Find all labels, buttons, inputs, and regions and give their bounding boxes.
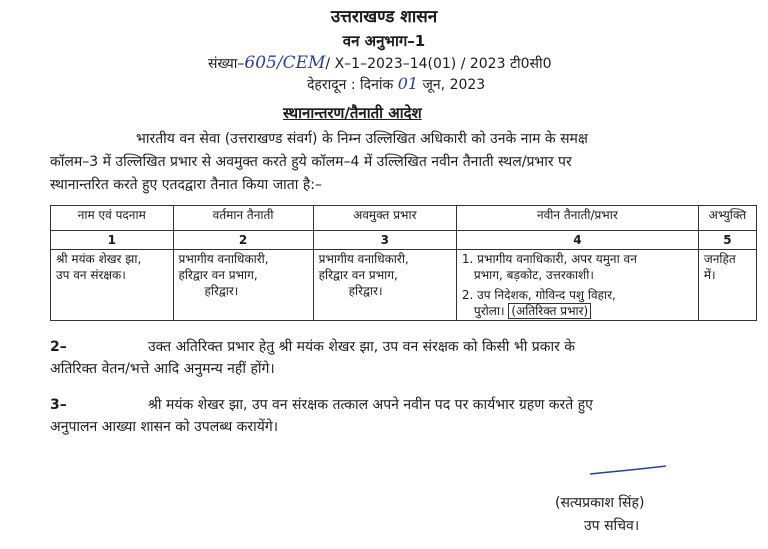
reference-number <box>208 53 552 73</box>
order-date <box>307 74 485 94</box>
signature-stroke <box>588 464 668 476</box>
government-title: उत्तराखण्ड शासन <box>330 7 438 27</box>
para2-number: 2– <box>50 339 67 355</box>
cell-name <box>51 250 174 321</box>
signatory-name: (सत्यप्रकाश सिंह) <box>555 495 645 511</box>
cell-line: श्री मयंक शेखर झा, <box>56 252 142 266</box>
table-row <box>51 250 757 321</box>
cell-line: प्रभागीय वनाधिकारी, <box>178 252 269 266</box>
cell-line: हरिद्वार वन प्रभाग, <box>178 268 258 282</box>
intro-line-1: भारतीय वन सेवा (उत्तराखण्ड संवर्ग) के निम्न उल्लिखित अधिकारी को उनके नाम के समक्ष <box>136 131 588 147</box>
section-title: वन अनुभाग–1 <box>342 32 426 50</box>
para2-line-1: उक्त अतिरिक्त प्रभार हेतु श्री मयंक शेखर झा, उप वन संरक्षक को किसी भी प्रकार के <box>148 339 576 355</box>
date-handwritten: 01 <box>397 74 419 93</box>
cell-line: हरिद्वार वन प्रभाग, <box>318 268 398 282</box>
table-number-row <box>51 231 757 250</box>
cell-line: प्रभाग, बड़कोट, उत्तरकाशी। <box>473 268 594 282</box>
col-number: 4 <box>456 231 698 250</box>
ref-label: संख्या– <box>208 56 245 72</box>
para2-line-2: अतिरिक्त वेतन/भत्ते आदि अनुमन्य नहीं होंगे। <box>50 361 275 377</box>
col-number: 5 <box>698 231 756 250</box>
cell-new <box>456 250 698 321</box>
col-number: 3 <box>313 231 456 250</box>
transfer-table <box>50 205 757 321</box>
col-number: 1 <box>51 231 174 250</box>
intro-line-3: स्थानान्तरित करते हुए एतदद्वारा तैनात किया जाता है:– <box>50 177 322 193</box>
col-number: 2 <box>173 231 313 250</box>
cell-line: जनहित <box>703 252 736 266</box>
para3-line-1: श्री मयंक शेखर झा, उप वन संरक्षक तत्काल अपने नवीन पद पर कार्यभार ग्रहण करते हुए <box>148 397 593 413</box>
header-current: वर्तमान तैनाती <box>173 206 313 231</box>
header-name: नाम एवं पदनाम <box>51 206 174 231</box>
new2-place: पुरोला। <box>473 304 505 318</box>
cell-line: प्रभागीय वनाधिकारी, <box>318 252 409 266</box>
table-header-row <box>51 206 757 231</box>
cell-remarks <box>698 250 756 321</box>
para3-line-2: अनुपालन आख्या शासन को उपलब्ध करायेंगे। <box>50 419 279 435</box>
cell-line: में। <box>703 268 716 282</box>
order-heading: स्थानान्तरण/तैनाती आदेश <box>283 104 422 122</box>
cell-line <box>462 303 693 319</box>
header-relieved: अवमुक्त प्रभार <box>313 206 456 231</box>
cell-line: 2. उप निदेशक, गोविन्द पशु विहार, <box>461 288 616 302</box>
date-prefix: देहरादून : दिनांक <box>307 77 394 93</box>
date-suffix: जून, 2023 <box>422 77 486 93</box>
cell-line: हरिद्वार। <box>348 284 383 298</box>
cell-line: उप वन संरक्षक। <box>56 268 126 282</box>
ref-handwritten: 605/CEM <box>244 53 326 73</box>
intro-line-2: कॉलम–3 में उल्लिखित प्रभार से अवमुक्त करते हुये कॉलम–4 में उल्लिखित नवीन तैनाती स्थल/प्रभार पर <box>50 154 572 170</box>
ref-rest: / X–1–2023–14(01) / 2023 टी0सी0 <box>325 56 552 72</box>
cell-relieved <box>313 250 456 321</box>
header-new: नवीन तैनाती/प्रभार <box>456 206 698 231</box>
cell-line: हरिद्वार। <box>204 284 239 298</box>
signatory-designation: उप सचिव। <box>584 518 640 534</box>
header-remarks: अभ्युक्ति <box>698 206 756 231</box>
cell-line: 1. प्रभागीय वनाधिकारी, अपर यमुना वन <box>461 252 637 266</box>
para3-number: 3– <box>50 397 67 413</box>
cell-current <box>173 250 313 321</box>
additional-charge-box: (अतिरिक्त प्रभार) <box>508 303 591 319</box>
